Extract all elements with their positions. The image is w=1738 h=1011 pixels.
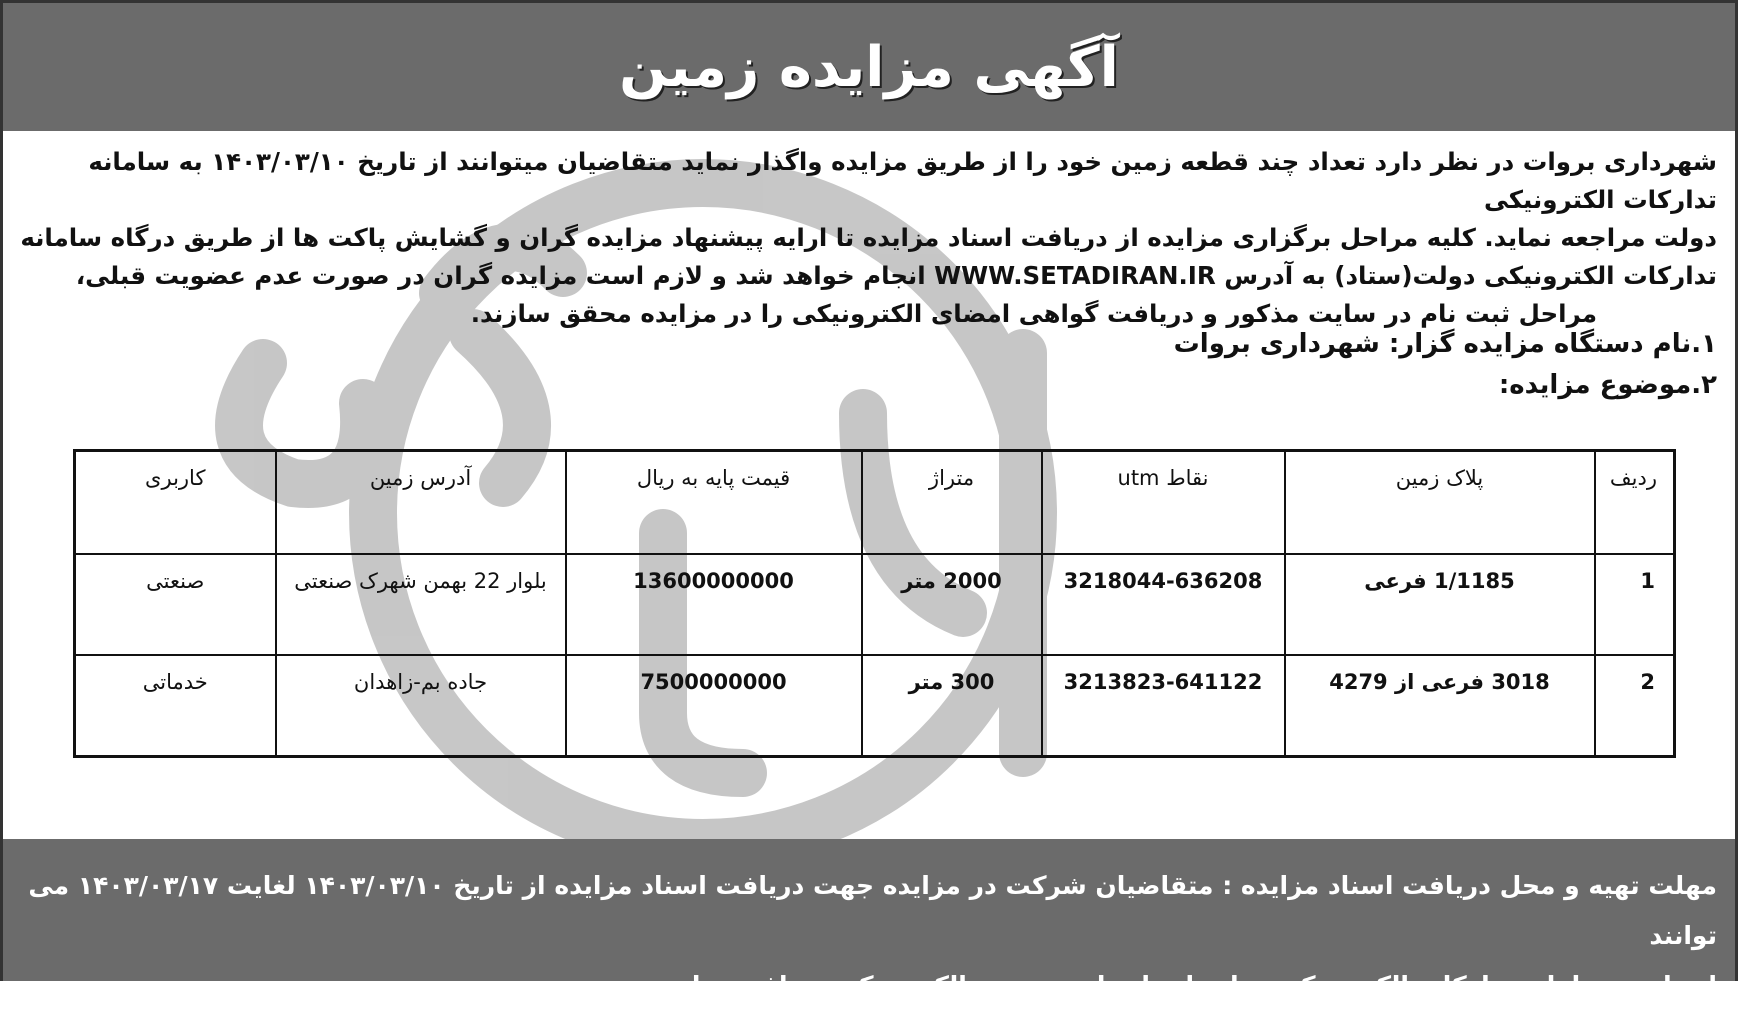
auctioneer-line: ۱.نام دستگاه مزایده گزار: شهرداری بروات <box>1173 329 1717 359</box>
cell-area: 300 متر <box>862 655 1042 757</box>
cell-utm: 3213823-641122 <box>1042 655 1285 757</box>
cell-plot: 1/1185 فرعی <box>1285 554 1595 655</box>
header-bar <box>3 3 1735 131</box>
table-header-row <box>75 451 1675 555</box>
intro-line: دولت مراجعه نماید. کلیه مراحل برگزاری مزایده از دریافت اسناد مزایده تا ارایه پیشنهاد مزایده گران و گشایش پاکت ها از طریق درگاه سامانه <box>20 223 1717 252</box>
header-usage: کاربری <box>75 451 276 555</box>
cell-utm: 3218044-636208 <box>1042 554 1285 655</box>
cell-index: 1 <box>1595 554 1675 655</box>
table-row <box>75 554 1675 655</box>
table-row <box>75 655 1675 757</box>
intro-line: تدارکات الکترونیکی دولت(ستاد) به آدرس WWW.SETADIRAN.IR انجام خواهد شد و لازم است مزایده گران در صورت عدم عضویت قبلی، <box>75 261 1717 290</box>
auction-table <box>73 449 1676 758</box>
cell-price: 7500000000 <box>566 655 862 757</box>
cell-address: بلوار 22 بهمن شهرک صنعتی <box>276 554 566 655</box>
header-price: قیمت پایه به ریال <box>566 451 862 555</box>
footer-bar <box>3 839 1735 1000</box>
cell-price: 13600000000 <box>566 554 862 655</box>
cell-address: جاده بم-زاهدان <box>276 655 566 757</box>
header-address: آدرس زمین <box>276 451 566 555</box>
header-index: ردیف <box>1595 451 1675 555</box>
footer-line: از طریق سامانه تدارکات الکترونیکی دولت اسناد را به صورت الکترونیکی دریافت نمایند. <box>648 971 1717 1000</box>
cell-usage: خدماتی <box>75 655 276 757</box>
intro-line: مراحل ثبت نام در سایت مذکور و دریافت گواهی امضای الکترونیکی را در مزایده محقق سازند. <box>470 299 1597 328</box>
cell-plot: 3018 فرعی از 4279 <box>1285 655 1595 757</box>
cell-usage: صنعتی <box>75 554 276 655</box>
header-plot: پلاک زمین <box>1285 451 1595 555</box>
page-title: آگهی مزایده زمین <box>619 34 1119 100</box>
header-area: متراژ <box>862 451 1042 555</box>
footer-line: مهلت تهیه و محل دریافت اسناد مزایده : متقاضیان شرکت در مزایده جهت دریافت اسناد مزایده از تاریخ ۱۴۰۳/۰۳/۱۰ لغایت ۱۴۰۳/۰۳/۱۷ می توانند <box>28 871 1717 950</box>
cell-area: 2000 متر <box>862 554 1042 655</box>
intro-paragraph <box>17 143 1717 333</box>
header-utm: نقاط utm <box>1042 451 1285 555</box>
intro-line: شهرداری بروات در نظر دارد تعداد چند قطعه زمین خود را از طریق مزایده واگذار نماید متقاضیان میتوانند از تاریخ ۱۴۰۳/۰۳/۱۰ به سامانه تدارکات الکترونیکی <box>88 147 1717 214</box>
auction-subject-line: ۲.موضوع مزایده: <box>1498 370 1717 400</box>
cell-index: 2 <box>1595 655 1675 757</box>
